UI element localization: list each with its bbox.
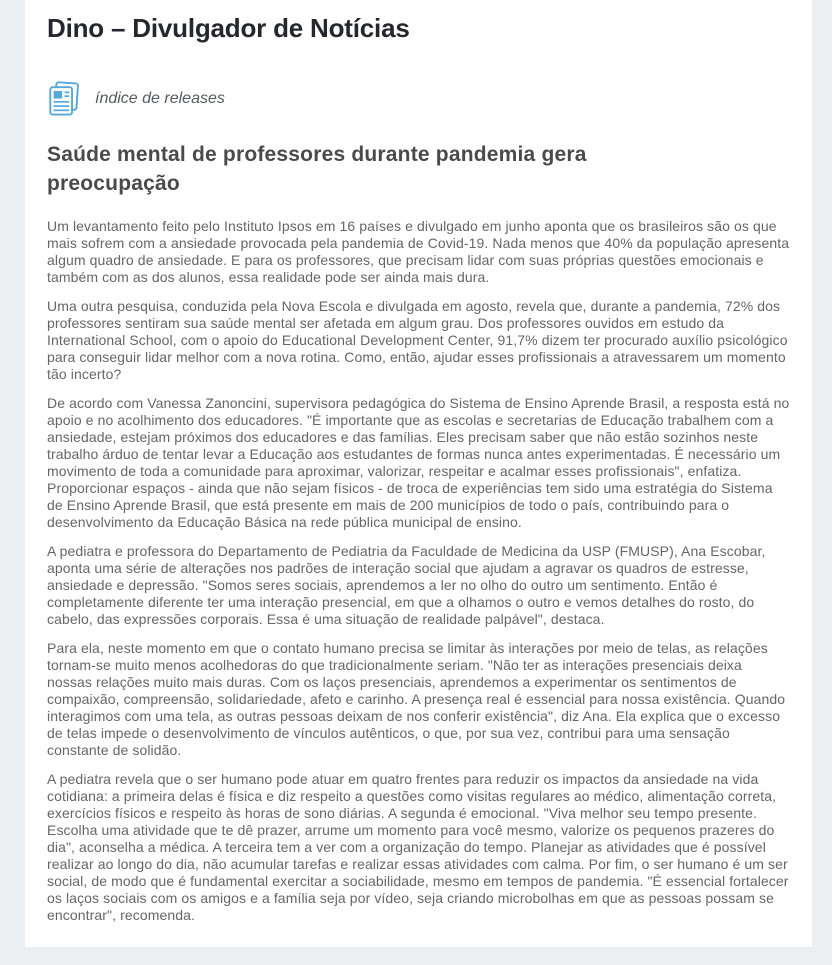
article-paragraph: Um levantamento feito pelo Instituto Ipsos em 16 países e divulgado em junho aponta que os brasileiros são os que mais sofrem com a ansiedade provocada pela pandemia de Covid-19. Nada menos que 40% da população apresenta algum quadro de ansiedade. E para os professores, que precisam lidar com suas próprias questões emocionais e também com as dos alunos, essa realidade pode ser ainda mais dura.: [47, 218, 790, 285]
newspaper-stack-icon: [47, 81, 81, 117]
article-paragraph: Para ela, neste momento em que o contato humano precisa se limitar às interações por meio de telas, as relações tornam-se muito menos acolhedoras do que tradicionalmente seriam. "Não ter as interações presenciais deixa nossas relações muito mais duras. Com os laços presenciais, aprendemos a experimentar os sentimentos de compaixão, compreensão, solidariedade, afeto e carinho. A presença real é essencial para nossa existência. Quando interagimos com uma tela, as outras pessoas deixam de nos conferir existência", diz Ana. Ela explica que o excesso de telas impede o desenvolvimento de vínculos autênticos, o que, por sua vez, contribui para uma sensação constante de solidão.: [47, 640, 786, 758]
releases-index-label[interactable]: índice de releases: [95, 90, 225, 107]
article-title: Saúde mental de professores durante pandemia gera preocupação: [47, 143, 587, 195]
article-paragraph: De acordo com Vanessa Zanoncini, supervisora pedagógica do Sistema de Ensino Aprende Brasil, a resposta está no apoio e no acolhimento dos educadores. "É importante que as escolas e secretarias de Educação trabalhem com a ansiedade, estejam próximos dos educadores e das famílias. Eles precisam saber que não estão sozinhos neste trabalho árduo de tentar levar a Educação aos estudantes de formas nunca antes experimentadas. É necessário um movimento de toda a comunidade para aproximar, valorizar, respeitar e acalmar esses profissionais", enfatiza. Proporcionar espaços - ainda que não sejam físicos - de troca de experiências tem sido uma estratégia do Sistema de Ensino Aprende Brasil, que está presente em mais de 200 municípios de todo o país, contribuindo para o desenvolvimento da Educação Básica na rede pública municipal de ensino.: [47, 395, 790, 530]
article-paragraph: Uma outra pesquisa, conduzida pela Nova Escola e divulgada em agosto, revela que, durante a pandemia, 72% dos professores sentiram sua saúde mental ser afetada em algum grau. Dos professores ouvidos em estudo da International School, com o apoio do Educational Development Center, 91,7% dizem ter procurado auxílio psicológico para conseguir lidar melhor com a nova rotina. Como, então, ajudar esses profissionais a atravessarem um momento tão incerto?: [47, 298, 788, 382]
site-title: Dino – Divulgador de Notícias: [47, 13, 410, 43]
releases-index-link[interactable]: [47, 81, 225, 117]
article-body: [47, 218, 790, 924]
content-card: [25, 0, 812, 947]
article-paragraph: A pediatra e professora do Departamento de Pediatria da Faculdade de Medicina da USP (FMUSP), Ana Escobar, aponta uma série de alterações nos padrões de interação social que ajudam a agravar os quadros de estresse, ansiedade e depressão. "Somos seres sociais, aprendemos a ler no olho do outro um sentimento. Então é completamente diferente ter uma interação presencial, em que a olhamos o outro e vemos detalhes do rosto, do cabelo, das expressões corporais. Essa é uma situação de realidade palpável", destaca.: [47, 543, 766, 627]
article-paragraph: A pediatra revela que o ser humano pode atuar em quatro frentes para reduzir os impactos da ansiedade na vida cotidiana: a primeira delas é física e diz respeito a questões como visitas regulares ao médico, alimentação correta, exercícios físicos e respeito às horas de sono diárias. A segunda é emocional. "Viva melhor seu tempo presente. Escolha uma atividade que te dê prazer, arrume um momento para você mesmo, valorize os pequenos prazeres do dia", aconselha a médica. A terceira tem a ver com a organização do tempo. Planejar as atividades que é possível realizar ao longo do dia, não acumular tarefas e realizar essas atividades com calma. Por fim, o ser humano é um ser social, de modo que é fundamental exercitar a sociabilidade, mesmo em tempos de pandemia. "É essencial fortalecer os laços sociais com os amigos e a família seja por vídeo, seja criando microbolhas em que as pessoas possam se encontrar", recomenda.: [47, 771, 789, 923]
